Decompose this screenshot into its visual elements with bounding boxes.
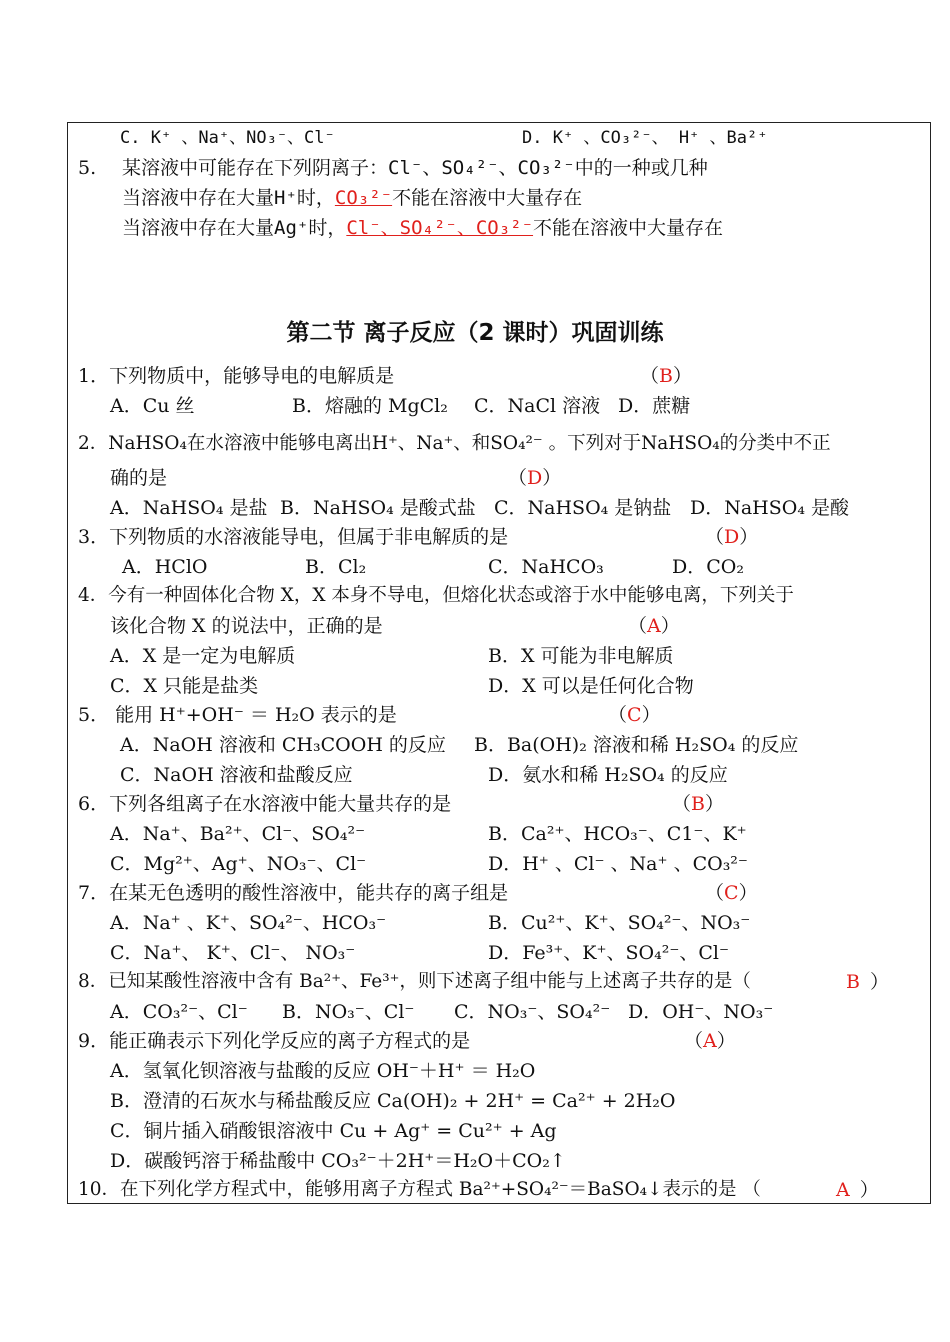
q4-answer-bracket bbox=[628, 614, 680, 638]
q5-answer-bracket bbox=[608, 703, 661, 727]
q3-option-d: D．CO₂ bbox=[672, 556, 744, 578]
q10-stem: 10．在下列化学方程式中，能够用离子方程式 Ba²⁺+SO₄²⁻＝BaSO₄↓表示的是 （ bbox=[78, 1179, 761, 1200]
paren-close: ） bbox=[869, 971, 889, 993]
q6-answer: B bbox=[691, 793, 705, 815]
q8-option-d: D．OH⁻、NO₃⁻ bbox=[628, 1001, 774, 1023]
q10-answer-bracket bbox=[836, 1178, 879, 1202]
q1-stem: 1．下列物质中，能够导电的电解质是 bbox=[78, 365, 395, 387]
paren-open: （ bbox=[705, 526, 725, 548]
q2-option-d: D．NaHSO₄ 是酸 bbox=[690, 497, 850, 519]
q5-option-d: D．氨水和稀 H₂SO₄ 的反应 bbox=[488, 764, 728, 786]
q4-option-a: A．X 是一定为电解质 bbox=[110, 645, 296, 667]
q4-answer: A bbox=[647, 615, 661, 637]
paren-close: ） bbox=[716, 1030, 736, 1052]
q9-option-c: C．铜片插入硝酸银溶液中 Cu + Ag⁺ = Cu²⁺ + Ag bbox=[110, 1120, 557, 1142]
q7-answer-bracket bbox=[705, 881, 758, 905]
paren-open: （ bbox=[640, 365, 660, 387]
paren-close: ） bbox=[738, 882, 758, 904]
q2-answer: D bbox=[527, 467, 543, 489]
q1-option-c: C．NaCl 溶液 bbox=[474, 395, 601, 417]
q1-option-a: A．Cu 丝 bbox=[110, 395, 195, 417]
q7-stem: 7．在某无色透明的酸性溶液中，能共存的离子组是 bbox=[78, 882, 509, 904]
q5-option-b: B．Ba(OH)₂ 溶液和稀 H₂SO₄ 的反应 bbox=[474, 734, 799, 756]
q7-option-d: D．Fe³⁺、K⁺、SO₄²⁻、Cl⁻ bbox=[488, 942, 729, 964]
q5-option-a: A．NaOH 溶液和 CH₃COOH 的反应 bbox=[120, 734, 446, 756]
q6-option-d: D．H⁺ 、Cl⁻ 、Na⁺ 、CO₃²⁻ bbox=[488, 853, 748, 875]
top-option-d: D. K⁺ 、CO₃²⁻、 H⁺ 、Ba²⁺ bbox=[522, 128, 768, 148]
q1-option-b: B．熔融的 MgCl₂ bbox=[292, 395, 448, 417]
paren-open: （ bbox=[608, 704, 628, 726]
q3-answer-bracket bbox=[705, 525, 758, 549]
q3-option-b: B．Cl₂ bbox=[305, 556, 367, 578]
q7-option-a: A．Na⁺ 、K⁺、SO₄²⁻、HCO₃⁻ bbox=[110, 912, 387, 934]
q2-answer-bracket bbox=[508, 466, 561, 490]
q9-stem: 9．能正确表示下列化学反应的离子方程式的是 bbox=[78, 1030, 471, 1052]
top-q5-line2 bbox=[122, 216, 723, 240]
q7-option-b: B．Cu²⁺、K⁺、SO₄²⁻、NO₃⁻ bbox=[488, 912, 751, 934]
q7-answer: C bbox=[724, 882, 739, 904]
q2-option-b: B．NaHSO₄ 是酸式盐 bbox=[280, 497, 476, 519]
q2-option-c: C．NaHSO₄ 是钠盐 bbox=[494, 497, 672, 519]
q5-option-c: C．NaOH 溶液和盐酸反应 bbox=[120, 764, 353, 786]
q8-option-b: B．NO₃⁻、Cl⁻ bbox=[282, 1001, 415, 1023]
top-q5-line2-answer: Cl⁻、SO₄²⁻、CO₃²⁻ bbox=[346, 217, 534, 239]
paren-close: ） bbox=[672, 365, 692, 387]
top-q5-text: 某溶液中可能存在下列阴离子：Cl⁻、SO₄²⁻、CO₃²⁻中的一种或几种 bbox=[122, 157, 708, 179]
q9-answer-bracket bbox=[684, 1029, 736, 1053]
q4-option-d: D．X 可以是任何化合物 bbox=[488, 675, 694, 697]
q2-stem-cont: 确的是 bbox=[110, 467, 168, 489]
top-q5-number: 5. bbox=[78, 157, 97, 179]
q8-option-a: A．CO₃²⁻、Cl⁻ bbox=[110, 1001, 248, 1023]
q8-stem: 8．已知某酸性溶液中含有 Ba²⁺、Fe³⁺，则下述离子组中能与上述离子共存的是（ bbox=[78, 971, 751, 992]
q4-stem: 4．今有一种固体化合物 X，X 本身不导电，但熔化状态或溶于水中能够电离，下列关于 bbox=[78, 585, 794, 606]
section-title: 第二节 离子反应（2 课时）巩固训练 bbox=[286, 320, 664, 346]
q8-answer: B bbox=[846, 971, 860, 993]
q6-stem: 6．下列各组离子在水溶液中能大量共存的是 bbox=[78, 793, 452, 815]
paren-close: ） bbox=[704, 793, 724, 815]
q6-option-c: C．Mg²⁺、Ag⁺、NO₃⁻、Cl⁻ bbox=[110, 853, 367, 875]
q1-answer-bracket bbox=[640, 364, 692, 388]
q4-option-b: B．X 可能为非电解质 bbox=[488, 645, 674, 667]
q6-option-b: B．Ca²⁺、HCO₃⁻、C1⁻、K⁺ bbox=[488, 823, 747, 845]
q9-option-d: D．碳酸钙溶于稀盐酸中 CO₃²⁻＋2H⁺＝H₂O＋CO₂↑ bbox=[110, 1150, 566, 1172]
q10-answer: A bbox=[836, 1179, 850, 1201]
q9-option-b: B．澄清的石灰水与稀盐酸反应 Ca(OH)₂ + 2H⁺ = Ca²⁺ + 2H₂O bbox=[110, 1090, 676, 1112]
q3-option-c: C．NaHCO₃ bbox=[488, 556, 604, 578]
q6-answer-bracket bbox=[672, 792, 724, 816]
q9-option-a: A．氢氧化钡溶液与盐酸的反应 OH⁻＋H⁺ ＝ H₂O bbox=[110, 1060, 536, 1082]
q5-stem: 5． 能用 H⁺+OH⁻ ＝ H₂O 表示的是 bbox=[78, 704, 397, 726]
top-q5-line1-post: 不能在溶液中大量存在 bbox=[392, 187, 583, 209]
paren-open: （ bbox=[672, 793, 692, 815]
q6-option-a: A．Na⁺、Ba²⁺、Cl⁻、SO₄²⁻ bbox=[110, 823, 366, 845]
paren-close: ） bbox=[859, 1179, 879, 1201]
q2-option-a: A．NaHSO₄ 是盐 bbox=[110, 497, 268, 519]
top-q5-line1-answer: CO₃²⁻ bbox=[334, 187, 393, 209]
q4-option-c: C．X 只能是盐类 bbox=[110, 675, 259, 697]
q8-option-c: C．NO₃⁻、SO₄²⁻ bbox=[454, 1001, 611, 1023]
q1-option-d: D．蔗糖 bbox=[618, 395, 691, 417]
q9-answer: A bbox=[703, 1030, 717, 1052]
paren-open: （ bbox=[628, 615, 648, 637]
paren-close: ） bbox=[641, 704, 661, 726]
paren-open: （ bbox=[705, 882, 725, 904]
paren-close: ） bbox=[660, 615, 680, 637]
paren-open: （ bbox=[684, 1030, 704, 1052]
q3-answer: D bbox=[724, 526, 740, 548]
q7-option-c: C．Na⁺、 K⁺、Cl⁻、 NO₃⁻ bbox=[110, 942, 356, 964]
q3-stem: 3．下列物质的水溶液能导电，但属于非电解质的是 bbox=[78, 526, 509, 548]
paren-close: ） bbox=[739, 526, 759, 548]
q8-answer-bracket bbox=[846, 970, 889, 994]
paren-close: ） bbox=[542, 467, 562, 489]
top-q5-line2-pre: 当溶液中存在大量Ag⁺时， bbox=[122, 217, 347, 239]
top-q5-line1 bbox=[122, 186, 582, 210]
top-q5-line2-post: 不能在溶液中大量存在 bbox=[533, 217, 724, 239]
q2-stem: 2．NaHSO₄在水溶液中能够电离出H⁺、Na⁺、和SO₄²⁻ 。下列对于NaHSO₄的分类中不正 bbox=[78, 433, 831, 454]
top-option-c: C. K⁺ 、Na⁺、NO₃⁻、Cl⁻ bbox=[120, 128, 335, 148]
top-q5-line1-pre: 当溶液中存在大量H⁺时， bbox=[122, 187, 335, 209]
q5-answer: C bbox=[627, 704, 642, 726]
q3-option-a: A．HClO bbox=[122, 556, 208, 578]
paren-open: （ bbox=[508, 467, 528, 489]
q1-answer: B bbox=[659, 365, 673, 387]
q4-stem-cont: 该化合物 X 的说法中，正确的是 bbox=[110, 615, 383, 637]
